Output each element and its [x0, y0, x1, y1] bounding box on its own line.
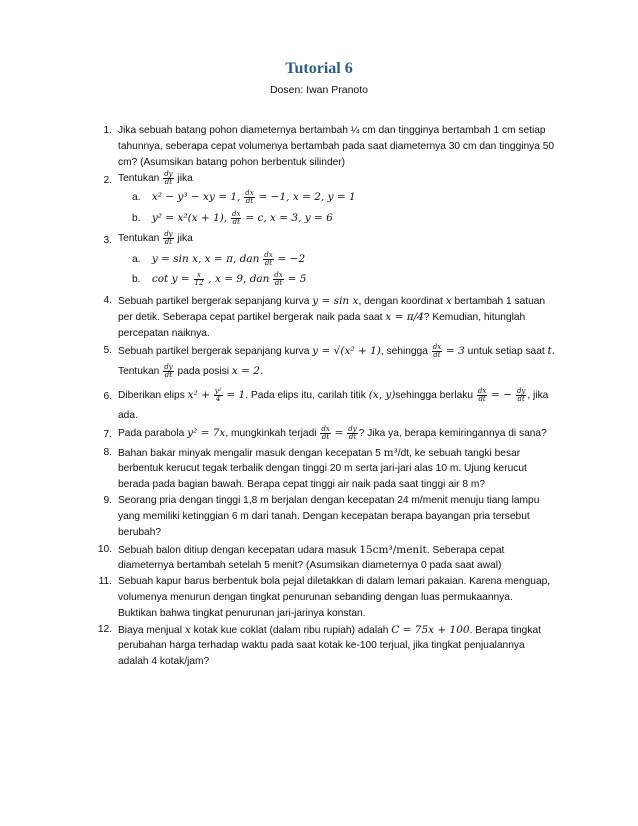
- fraction-dx-dt: $\frac{dx}{dt}$: [264, 251, 273, 267]
- problem-3-pre: Tentukan: [118, 233, 160, 245]
- problem-2b: [132, 211, 333, 226]
- problem-6-line-2: ada.: [118, 410, 138, 421]
- fraction-x-12: $\frac{x}{12}$: [194, 271, 204, 287]
- problem-3b-mid: , x = 9, dan: [208, 273, 270, 286]
- problem-1-number: 1.: [103, 125, 112, 136]
- fraction-dx-dt: $\frac{dx}{dt}$: [232, 210, 241, 226]
- problem-5-curve: y = √(x² + 1): [312, 345, 381, 358]
- problem-2-pre: Tentukan: [118, 173, 160, 185]
- fraction-dx-dt: $\frac{dx}{dt}$: [432, 343, 442, 359]
- problem-10-line-1: Sebuah balon ditiup dengan kecepatan udara masuk 15cm³/menit. Seberapa cepat: [118, 544, 505, 556]
- problem-3a-rest: = −2: [277, 253, 306, 266]
- problem-11-line-3: Buktikan bahwa tingkat penurunan jari-jarinya konstan.: [118, 608, 366, 619]
- problem-2a-label: a.: [132, 192, 141, 204]
- problem-2a-rest: = −1, x = 2, y = 1: [258, 191, 356, 204]
- fraction-dx-dt: $\frac{dx}{dt}$: [321, 425, 330, 441]
- problem-3a-label: a.: [132, 254, 141, 266]
- problem-5-number: 5.: [103, 345, 112, 356]
- problem-5-line-1: Sebuah partikel bergerak sepanjang kurva y = √(x² + 1), sehingga $\frac{dx}{dt}$ = 3 untuk setiap saat t.: [118, 343, 556, 359]
- problem-9-number: 9.: [103, 495, 112, 506]
- problem-4-curve: y = sin x: [312, 295, 359, 307]
- problem-12-line-1: Biaya menjual x kotak kue coklat (dalam ribu rupiah) adalah C = 75x + 100. Berapa tingkat: [118, 624, 541, 636]
- problem-8-unit: m³: [383, 447, 398, 459]
- problem-3-intro: [118, 231, 193, 246]
- problem-6-number: 6.: [103, 391, 112, 402]
- problem-9-line-1: Seorang pria dengan tinggi 1,8 m berjalan dengan kecepatan 24 m/menit menuju tiang lampu: [118, 495, 540, 506]
- problem-12-cost-equation: C = 75x + 100: [391, 624, 470, 636]
- fraction-dx-dt: $\frac{dx}{dt}$: [477, 387, 487, 403]
- fraction-dx-dt: $\frac{dx}{dt}$: [245, 189, 254, 205]
- problem-7-line-1: Pada parabola y² = 7x, mungkinkah terjadi $\frac{dx}{dt}$ = $\frac{dy}{dt}$ ? Jika ya, berapa kemiringannya di sana?: [118, 425, 547, 441]
- problem-8-line-3: berada pada bagian bawah. Berapa cepat tinggi air naik pada saat tinggi air 8 m?: [118, 479, 486, 490]
- problem-4-x-value: x = π/4: [385, 311, 424, 323]
- problem-1-line-1: Jika sebuah batang pohon diameternya bertambah ¼ cm dan tingginya bertambah 1 cm setiap: [118, 125, 546, 136]
- problem-5-line-2: Tentukan $\frac{dy}{dt}$ pada posisi x = 2.: [118, 363, 264, 379]
- problem-11-line-1: Sebuah kapur barus berbentuk bola pejal diletakkan di dalam lemari pakaian. Karena menguap,: [118, 576, 551, 587]
- fraction-dy-dt: $\frac{dy}{dt}$: [516, 387, 526, 403]
- problem-3b-equation: cot y =: [151, 273, 190, 286]
- problem-4-line-1: Sebuah partikel bergerak sepanjang kurva y = sin x, dengan koordinat x bertambah 1 satuan: [118, 295, 546, 307]
- problem-7-number: 7.: [103, 429, 112, 440]
- fraction-dy-dt: $\frac{dy}{dt}$: [164, 230, 173, 246]
- problem-2b-label: b.: [132, 213, 141, 225]
- problem-2-number: 2.: [103, 175, 112, 186]
- problem-3b-label: b.: [132, 274, 141, 286]
- problem-10-number: 10.: [97, 544, 112, 555]
- problem-11-line-2: volumenya menurun dengan tingkat penurunan sebanding dengan luas permukaannya.: [118, 592, 513, 603]
- problem-2b-rest: = c, x = 3, y = 6: [245, 212, 333, 225]
- fraction-dy-dt: $\frac{dy}{dt}$: [164, 363, 173, 379]
- problem-10-line-2: diameternya bertambah setelah 5 menit? (Asumsikan diameternya 0 pada saat awal): [118, 560, 502, 571]
- problem-3a-equation: y = sin x, x = π, dan: [151, 253, 260, 266]
- problem-10-rate: 15cm³/menit: [359, 544, 427, 556]
- problem-8-number: 8.: [103, 447, 112, 458]
- problem-12-number: 12.: [97, 624, 112, 635]
- fraction-dy-dt: $\frac{dy}{dt}$: [348, 425, 357, 441]
- problem-2a-equation: x² − y³ − xy = 1,: [151, 191, 241, 204]
- problem-2-intro: [118, 171, 193, 186]
- problem-9-line-2: yang memiliki ketinggian 6 m dari tanah. Dengan kecepatan berapa bayangan pria tersebut: [118, 511, 530, 522]
- problem-3-number: 3.: [103, 235, 112, 246]
- problem-3b: [132, 272, 306, 287]
- problem-4-line-2: per detik. Seberapa cepat partikel bergerak naik pada saat x = π/4? Kemudian, hitunglah: [118, 311, 526, 323]
- fraction-y2-4: $\frac{\text{y²}}{4}$: [214, 387, 222, 403]
- problem-1-line-2: tahunnya, seberapa cepat volumenya bertambah pada saat diameternya 30 cm dan tingginya 50: [118, 141, 555, 152]
- problem-4-number: 4.: [103, 295, 112, 306]
- problem-2b-equation: y² = x²(x + 1),: [151, 212, 228, 225]
- problem-3a: [132, 252, 305, 267]
- problem-11-number: 11.: [98, 576, 112, 587]
- problem-3-post: jika: [177, 233, 193, 245]
- problem-4-line-3: percepatan naiknya.: [118, 328, 210, 339]
- problem-2a: [132, 190, 356, 205]
- problem-9-line-3: berubah?: [118, 527, 162, 538]
- problem-3b-rest: = 5: [287, 273, 307, 286]
- problem-2-post: jika: [177, 173, 193, 185]
- page-subtitle: Dosen: Iwan Pranoto: [269, 84, 369, 96]
- problem-1-line-3: cm? (Asumsikan batang pohon berbentuk silinder): [118, 157, 346, 168]
- problem-6-ellipse: x² +: [187, 389, 210, 402]
- fraction-dy-dt: $\frac{dy}{dt}$: [164, 170, 173, 186]
- problem-8-line-1: Bahan bakar minyak mengalir masuk dengan kecepatan 5 m³/dt, ke sebuah tangki besar: [118, 447, 521, 459]
- problem-12-line-3: adalah 4 kotak/jam?: [118, 656, 210, 667]
- page-title: Tutorial 6: [285, 60, 353, 77]
- problem-6-line-1: Diberikan elips x² + $\frac{\text{y²}}{4}$ = 1. Pada elips itu, carilah titik (x, y)sehingga berlaku $\frac{dx}{dt}$ = − $\frac{dy}{dt}$ , jika: [118, 387, 549, 403]
- problem-7-parabola: y² = 7x: [187, 427, 226, 440]
- problem-8-line-2: berbentuk kerucut tegak terbalik dengan tinggi 20 m serta jari-jari alas 10 m. Ujung kerucut: [118, 463, 527, 474]
- problem-12-line-2: perubahan harga terhadap waktu pada saat kotak ke-100 terjual, jika tingkat penjualannya: [118, 640, 525, 651]
- fraction-dx-dt: $\frac{dx}{dt}$: [274, 271, 283, 287]
